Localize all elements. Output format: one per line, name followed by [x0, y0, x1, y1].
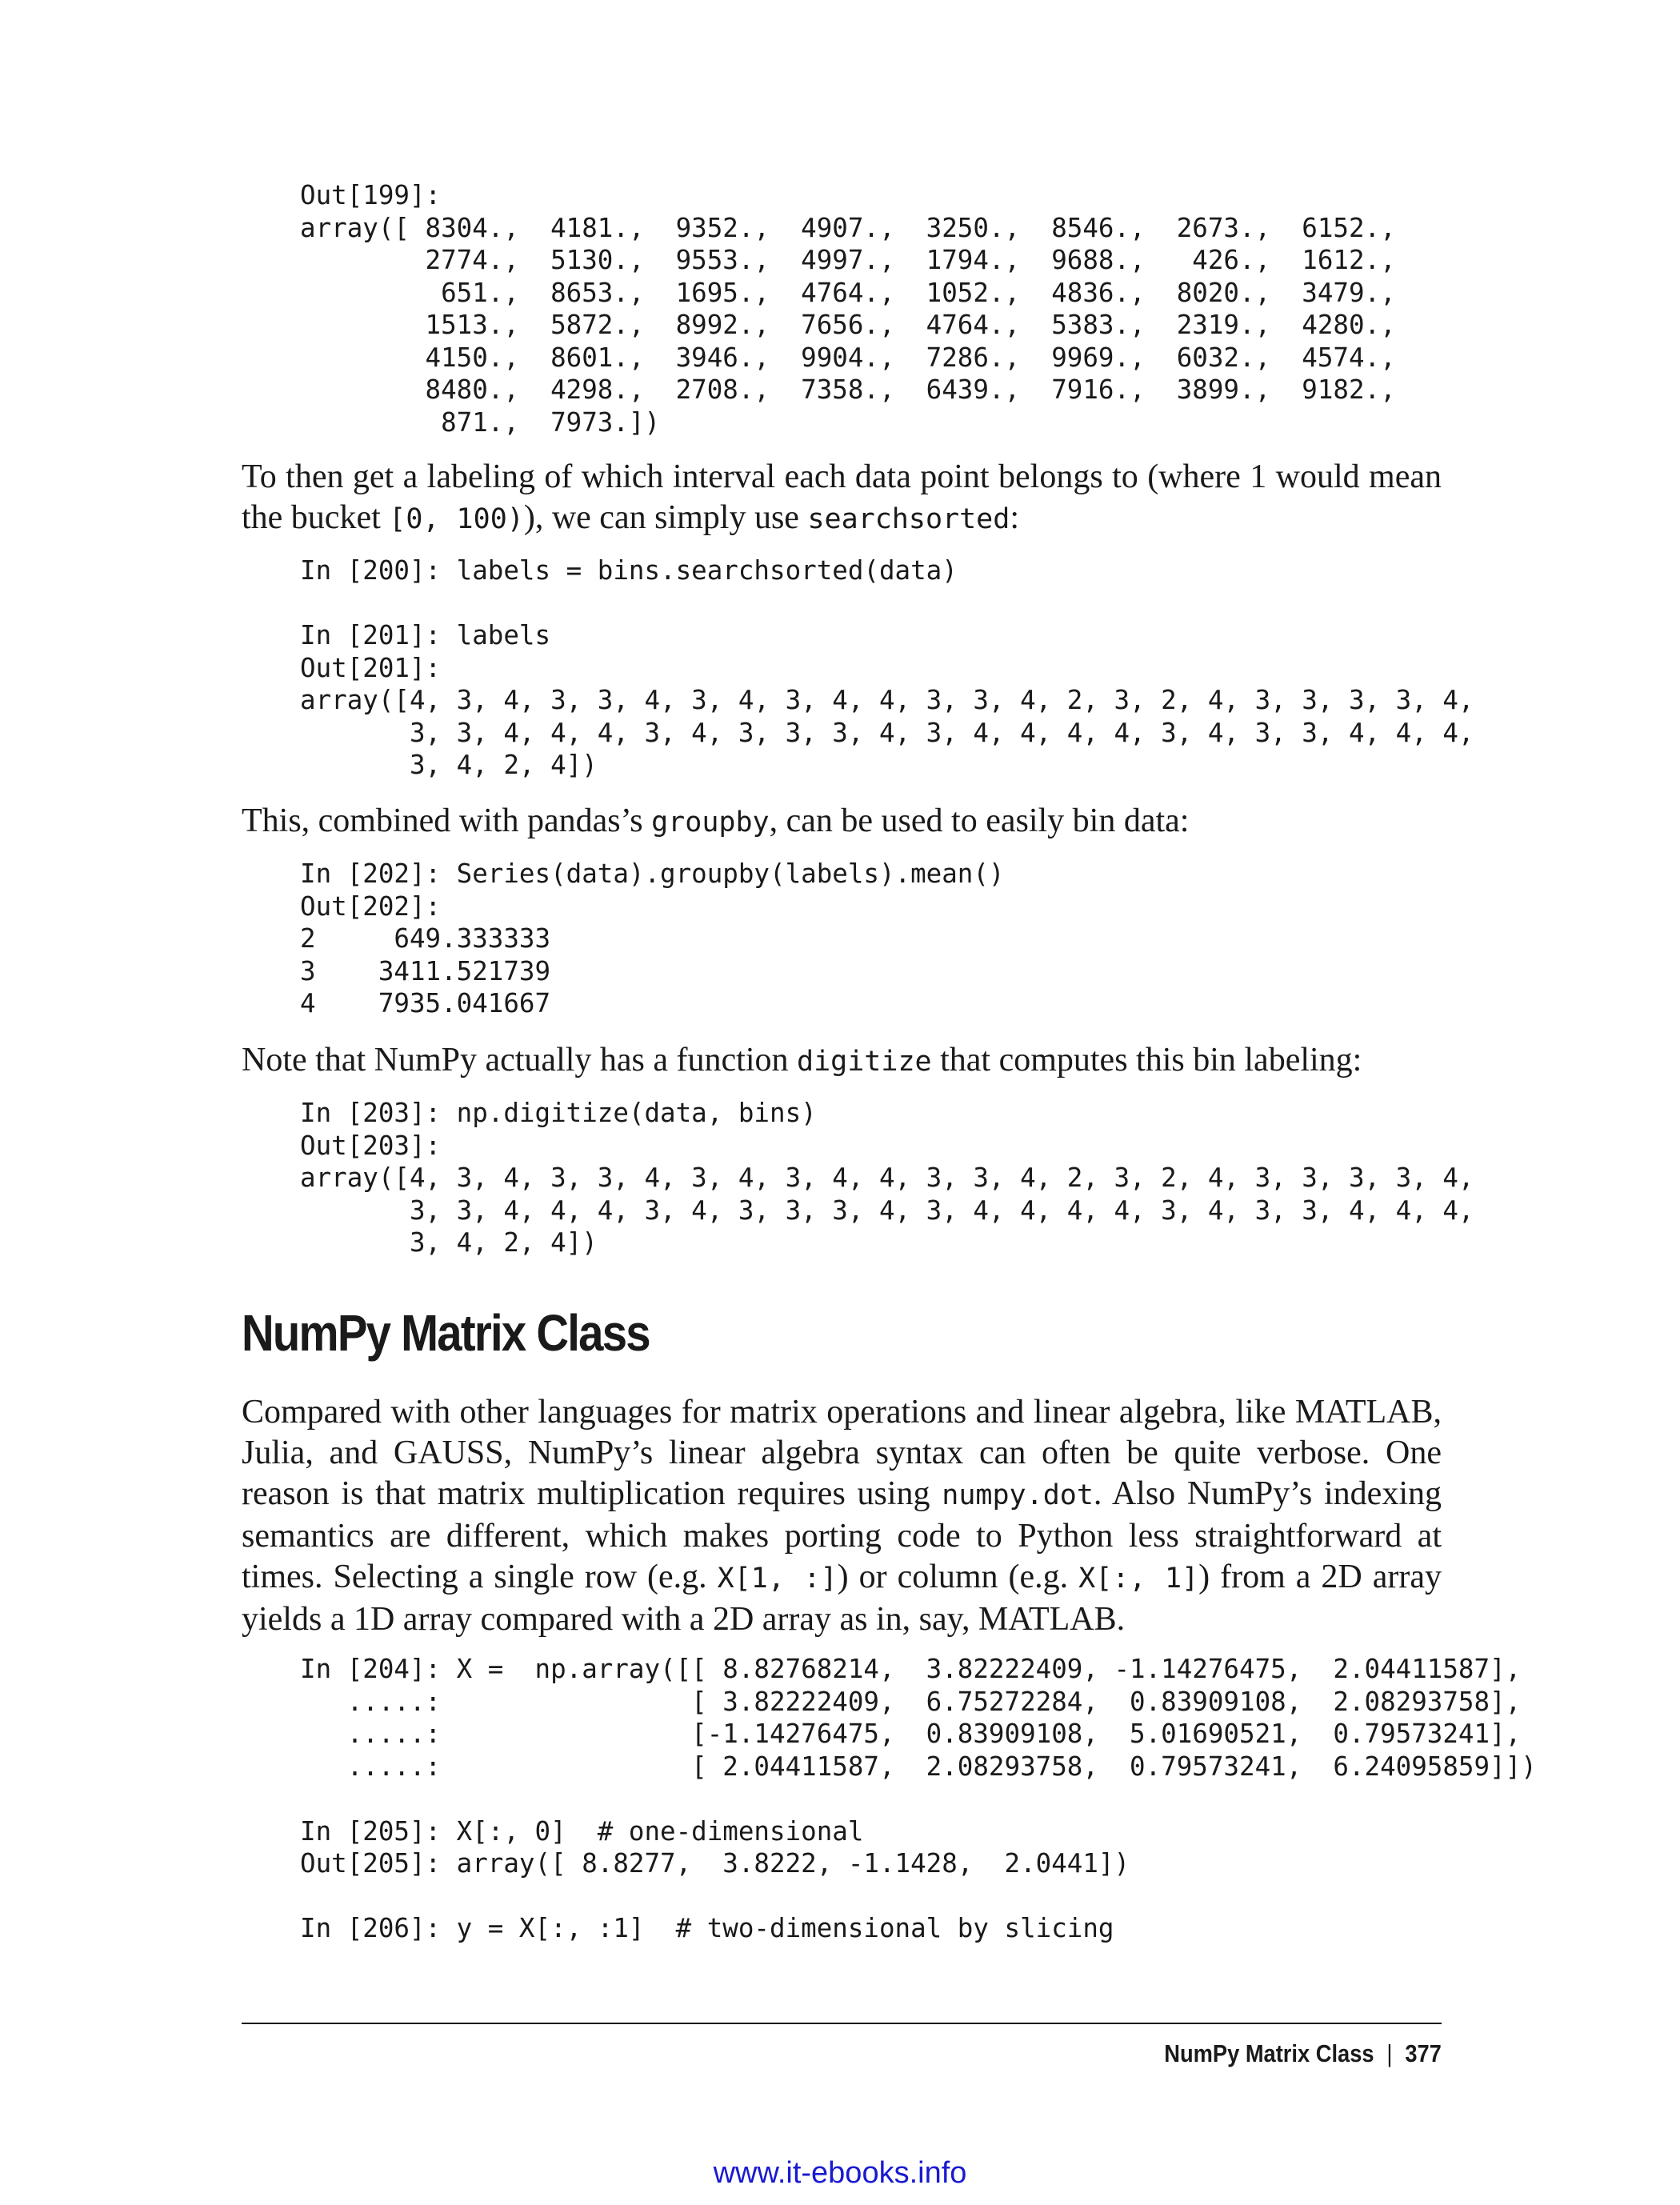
- para3-text-1: Note that NumPy actually has a function: [242, 1042, 798, 1078]
- inline-code-bucket: [0, 100): [389, 503, 524, 535]
- code-block-in-200-201: In [200]: labels = bins.searchsorted(data) In [201]: labels Out[201]: array([4, 3, 4, 3, 3, 4, 3, 4, 3, 4, 4, 3, 3, 4, 2, 3, 2, 4, 3, 3, 3, 3, 4, 3, 3, 4, 4, 4, 3, 4, 3, 3, 3, 4, 3, 4, 4, 4, 4, 3, 4, 3, 3, 4, 4, 4, 3, 4, 2, 4]): [300, 555, 1474, 780]
- inline-code-numpy-dot: numpy.dot: [942, 1479, 1094, 1511]
- footer-section-title: NumPy Matrix Class: [1164, 2039, 1374, 2067]
- para4-text-2: . Also NumPy’s indexing semantics are different, which makes porting code to Python less straightforward at times. Selecting a single row (e.g.: [242, 1475, 1442, 1595]
- para1-text-3: :: [1010, 499, 1019, 536]
- para3-text-2: that computes this bin labeling:: [931, 1042, 1362, 1078]
- para1-text-1: To then get a labeling of which interval each data point belongs to (where 1 would mean the bucket: [242, 458, 1442, 536]
- paragraph-matrix-intro: [242, 1392, 1442, 1640]
- para4-text-4: ) from a 2D array yields a 1D array compared with a 2D array as in, say, MATLAB.: [242, 1559, 1442, 1638]
- code-block-in-204-206: In [204]: X = np.array([[ 8.82768214, 3.82222409, -1.14276475, 2.04411587], .....: [ 3.82222409, 6.75272284, 0.83909108, 2.08293758], .....: [-1.14276475, 0.83909108, 5.01690521, 0.79573241], .....: [ 2.04411587, 2.08293758, 0.79573241, 6.24095859]]) In [205]: X[:, 0] # one-dimensional Out[205]: array([ 8.8277, 3.8222, -1.1428, 2.0441]) In [206]: y = X[:, :1] # two-dimensional by slicing: [300, 1654, 1537, 1943]
- code-block-in-203: In [203]: np.digitize(data, bins) Out[203]: array([4, 3, 4, 3, 3, 4, 3, 4, 3, 4, 4, 3, 3, 4, 2, 3, 2, 4, 3, 3, 3, 3, 4, 3, 3, 4, 4, 4, 3, 4, 3, 3, 3, 4, 3, 4, 4, 4, 4, 3, 4, 3, 3, 4, 4, 4, 3, 4, 2, 4]): [300, 1098, 1474, 1258]
- inline-code-searchsorted: searchsorted: [807, 503, 1010, 535]
- para4-text-3: ) or column (e.g.: [837, 1559, 1079, 1595]
- code-block-out-199: Out[199]: array([ 8304., 4181., 9352., 4907., 3250., 8546., 2673., 6152., 2774., 5130., 9553., 4997., 1794., 9688., 426., 1612., 651., 8653., 1695., 4764., 1052., 4836., 8020., 3479., 1513., 5872., 8992., 7656., 4764., 5383., 2319., 4280., 4150., 8601., 3946., 9904., 7286., 9969., 6032., 4574., 8480., 4298., 2708., 7358., 6439., 7916., 3899., 9182., 871., 7973.]): [300, 180, 1396, 438]
- watermark-link[interactable]: www.it-ebooks.info: [713, 2156, 967, 2190]
- inline-code-digitize: digitize: [797, 1046, 932, 1078]
- paragraph-digitize: [242, 1040, 1442, 1082]
- code-block-in-202: In [202]: Series(data).groupby(labels).mean() Out[202]: 2 649.333333 3 3411.521739 4 7935.041667: [300, 858, 1005, 1018]
- para2-text-1: This, combined with pandas’s: [242, 802, 652, 839]
- paragraph-groupby: [242, 801, 1442, 843]
- paragraph-searchsorted: [242, 457, 1442, 540]
- para4-text-1: Compared with other languages for matrix operations and linear algebra, like MATLAB, Julia, and GAUSS, NumPy’s linear algebra syntax can often be quite verbose. One reason is that matrix multiplication requires using: [242, 1394, 1442, 1512]
- page-footer: [1164, 2038, 1442, 2070]
- inline-code-column-select: X[:, 1]: [1078, 1563, 1199, 1595]
- footer-rule: [242, 2023, 1442, 2024]
- inline-code-row-select: X[1, :]: [717, 1563, 838, 1595]
- inline-code-groupby: groupby: [651, 806, 770, 838]
- para1-text-2: ), we can simply use: [523, 499, 808, 536]
- footer-separator: |: [1386, 2039, 1393, 2067]
- section-heading: NumPy Matrix Class: [242, 1304, 650, 1362]
- page-number: 377: [1405, 2039, 1442, 2067]
- para2-text-2: , can be used to easily bin data:: [769, 802, 1190, 839]
